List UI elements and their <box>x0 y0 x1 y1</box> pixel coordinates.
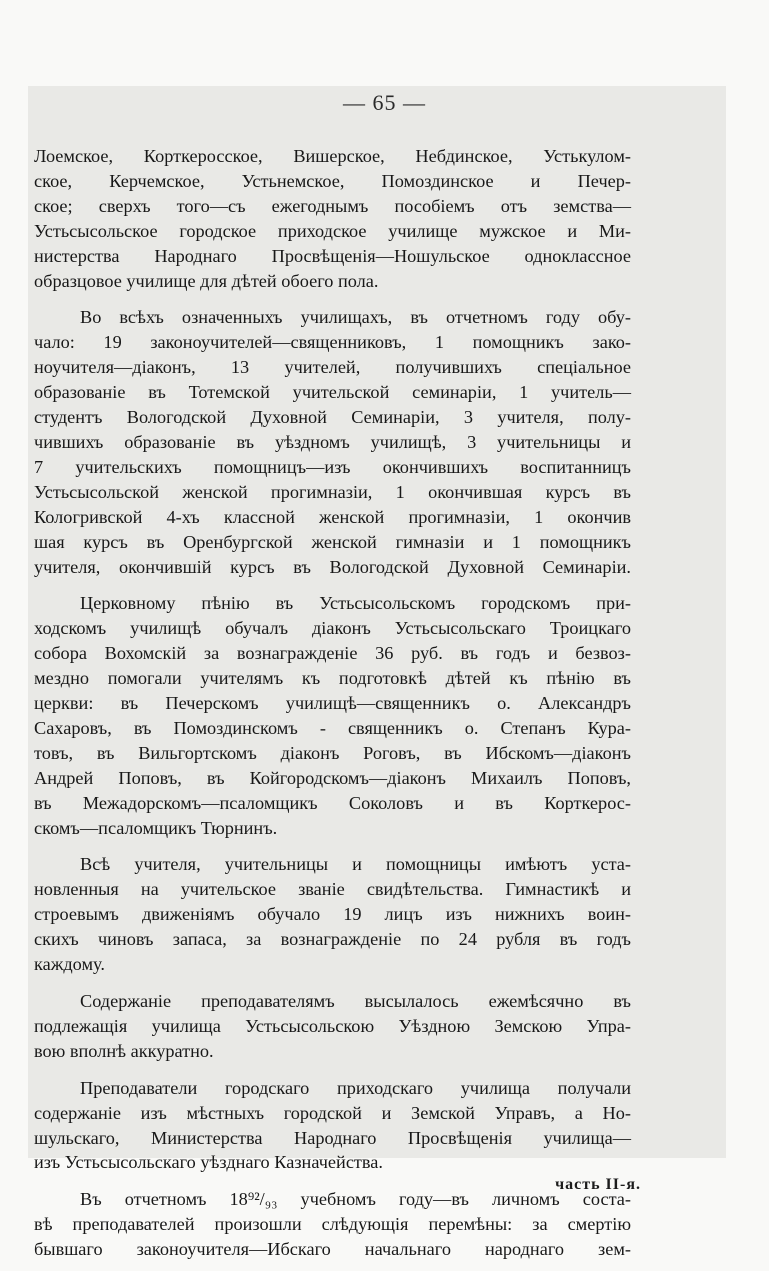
text-line: учителя, окончившій курсъ въ Вологодской Духовной Семинаріи. <box>34 556 631 577</box>
text-line: скихъ чиновъ запаса, за вознагражденіе по 24 рубля въ годъ <box>34 929 631 950</box>
text-line: образованіе въ Тотемской учительской семинаріи, 1 учитель— <box>34 382 631 403</box>
text-line: Кологривской 4-хъ классной женской прогимназіи, 1 окончив <box>34 506 631 527</box>
text-line: каждому. <box>34 954 105 975</box>
text-line: 7 учительскихъ помощницъ—изъ окончившихъ воспитанницъ <box>34 456 631 477</box>
paragraph-church-singing <box>34 591 631 840</box>
text-line: бывшаго законоучителя—Ибскаго начальнаго народнаго зем- <box>34 1239 631 1260</box>
text-line: образцовое училище для дѣтей обоего пола. <box>34 270 379 291</box>
paragraph-salary <box>34 989 631 1064</box>
text-line: новленныя на учительское званіе свидѣтельства. Гимнастикѣ и <box>34 879 631 900</box>
paragraph-teachers <box>34 305 631 579</box>
text-line: Сахаровъ, въ Помоздинскомъ - священникъ о. Степанъ Кура- <box>34 717 631 738</box>
body-text <box>34 144 631 1262</box>
text-line: Лоемское, Корткеросское, Вишерское, Небдинское, Устькулом- <box>34 146 631 166</box>
page-number: — 65 — <box>343 90 426 115</box>
text-line: собора Вохомскій за вознагражденіе 36 руб. въ годъ и безвоз- <box>34 643 631 664</box>
text-line: изъ Устьсысольскаго уѣзднаго Казначейства. <box>34 1152 383 1173</box>
text-line: церкви: въ Печерскомъ училищѣ—священникъ о. Александръ <box>34 693 631 714</box>
text-line: Церковному пѣнію въ Устьсысольскомъ городскомъ при- <box>80 593 631 614</box>
paragraph-certificates <box>34 852 631 977</box>
text-line: скомъ—псаломщикъ Тюрнинъ. <box>34 817 278 838</box>
text-line: ское, Керчемское, Устьнемское, Помоздинское и Печер- <box>34 170 631 191</box>
text-line: чало: 19 законоучителей—священниковъ, 1 помощникъ зако- <box>34 332 631 353</box>
text-line: ходскомъ училищѣ обучалъ діаконъ Устьсысольскаго Троицкаго <box>34 618 631 639</box>
text-line: вою вполнѣ аккуратно. <box>34 1040 214 1061</box>
paragraph-schools-list <box>34 144 631 293</box>
printer-signature-mark: часть II-я. <box>555 1176 641 1193</box>
text-line: Всѣ учителя, учительницы и помощницы имѣютъ уста- <box>80 854 631 875</box>
text-line: мездно помогали учителямъ къ подготовкѣ дѣтей къ пѣнію въ <box>34 668 631 689</box>
text-line: въ Межадорскомъ—псаломщикъ Соколовъ и въ Корткерос- <box>34 792 631 813</box>
text-line: Преподаватели городскаго приходскаго училища получали <box>80 1077 631 1098</box>
text-line: студентъ Вологодской Духовной Семинаріи, 3 учителя, полу- <box>34 407 631 428</box>
text-line: строевымъ движеніямъ обучало 19 лицъ изъ нижнихъ воин- <box>34 904 631 925</box>
text-line: Въ отчетномъ 18⁹²/₉₃ учебномъ году—въ личномъ соста- <box>80 1189 631 1210</box>
text-line: Содержаніе преподавателямъ высылалось ежемѣсячно въ <box>80 991 631 1011</box>
text-line: шая курсъ въ Оренбургской женской гимназіи и 1 помощникъ <box>34 531 631 552</box>
text-line: Устьсысольское городское приходское училище мужское и Ми- <box>34 220 631 241</box>
text-line: вѣ преподавателей произошли слѣдующія перемѣны: за смертію <box>34 1214 631 1235</box>
text-line: нистерства Народнаго Просвѣщенія—Ношульское одноклассное <box>34 245 631 266</box>
text-line: Андрей Поповъ, въ Койгородскомъ—діаконъ Михаилъ Поповъ, <box>34 767 631 788</box>
paragraph-funding <box>34 1076 631 1176</box>
text-line: Устьсысольской женской прогимназіи, 1 окончившая курсъ въ <box>34 481 631 502</box>
text-line: товъ, въ Вильгортскомъ діаконъ Роговъ, въ Ибскомъ—діаконъ <box>34 742 631 763</box>
text-line: ноучителя—діаконъ, 13 учителей, получившихъ спеціальное <box>34 357 631 378</box>
text-line: чившихъ образованіе въ уѣздномъ училищѣ, 3 учительницы и <box>34 431 631 452</box>
paragraph-staff-changes <box>34 1187 631 1262</box>
text-line: Во всѣхъ означенныхъ училищахъ, въ отчетномъ году обу- <box>80 307 631 328</box>
text-line: подлежащія училища Устьсысольскою Уѣздною Земскою Упра- <box>34 1015 631 1036</box>
text-line: шульскаго, Министерства Народнаго Просвѣщенія училища— <box>34 1127 631 1148</box>
text-line: содержаніе изъ мѣстныхъ городской и Земской Управъ, а Но- <box>34 1102 631 1123</box>
text-line: ское; сверхъ того—съ ежегоднымъ пособіемъ отъ земства— <box>34 195 631 216</box>
